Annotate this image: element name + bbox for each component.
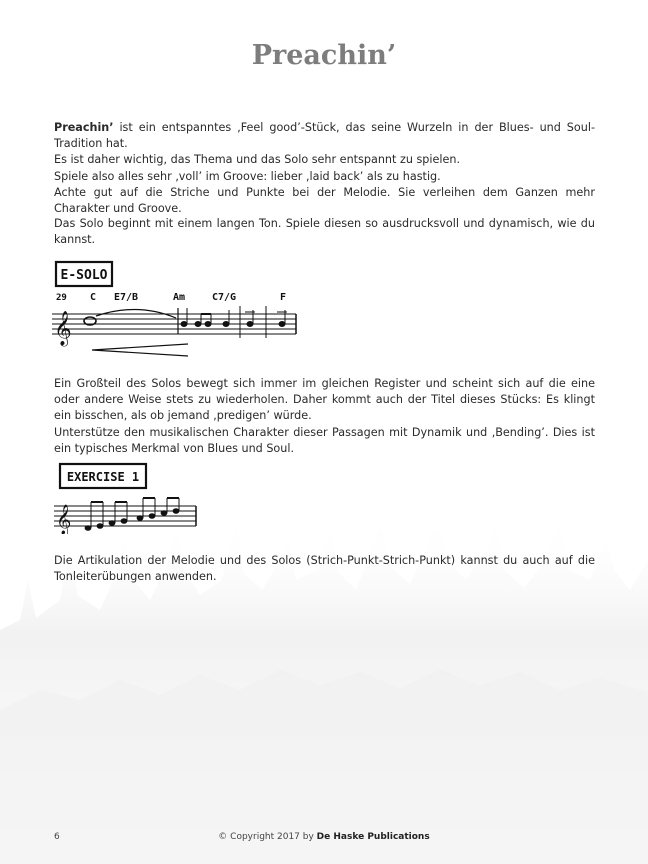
intro-line-4: Achte gut auf die Striche und Punkte bei der Melodie. Sie verleihen dem Ganzen mehr Charakter und Groove. [54,185,595,216]
publisher-name: De Haske Publications [316,832,430,842]
note [247,321,254,327]
exercise-label: EXERCISE 1 [66,470,140,484]
note [181,321,188,327]
note [205,321,212,327]
intro-paragraph [54,120,595,217]
section-line-2: Unterstütze den musikalischen Charakter dieser Passagen mit Dynamik und ‚Bending’. Dies ist ein typisches Merkmal von Blues und Soul. [54,425,595,455]
chord-symbol: C7/G [212,292,237,303]
crescendo-hairpin [92,344,188,356]
chord-symbol: E7/B [114,292,139,303]
solo-paragraph: Das Solo beginnt mit einem langen Ton. Spiele diesen so ausdrucksvoll und dynamisch, wie du kannst. [54,217,595,247]
chord-symbol: C [90,292,97,303]
solo-music-excerpt [48,258,308,358]
intro-line-1: ist ein entspanntes ‚Feel good’-Stück, das seine Wurzeln in der Blues- und Soul-Tradition hat. [54,121,595,151]
page-title: Preachin’ [251,40,397,71]
copyright-prefix: © Copyright 2017 by [218,832,317,842]
scale-notes [85,508,180,531]
section-line-1: Ein Großteil des Solos bewegt sich immer im gleichen Register und scheint sich auf die eine oder andere Weise stets zu wiederholen. Daher kommt auch der Titel dieses Stücks: Es klingt ein bisschen, als ob jemand ‚predigen’ würde. [54,377,595,423]
treble-clef-icon: 𝄞 [54,311,72,346]
measure-number: 29 [56,293,67,303]
treble-clef-icon: 𝄞 [56,505,72,534]
chord-symbol: F [280,292,287,303]
page-number: 6 [54,832,60,842]
note [279,321,286,327]
section-paragraph [54,376,595,457]
intro-line-2: Es ist daher wichtig, das Thema und das Solo sehr entspannt zu spielen. [54,153,461,167]
intro-lead-bold: Preachin’ [54,121,114,134]
chord-symbol: Am [173,292,186,303]
closing-paragraph: Die Artikulation der Melodie und des Solos (Strich-Punkt-Strich-Punkt) kannst du auch auf die Tonleiterübungen anwenden. [54,554,595,584]
note [195,321,202,327]
copyright-notice [0,832,648,842]
note [223,321,230,327]
intro-line-3: Spiele also alles sehr ‚voll’ im Groove: lieber ‚laid back’ als zu hastig. [54,169,441,183]
exercise-music-excerpt [48,462,208,534]
solo-label: E-SOLO [60,268,108,283]
